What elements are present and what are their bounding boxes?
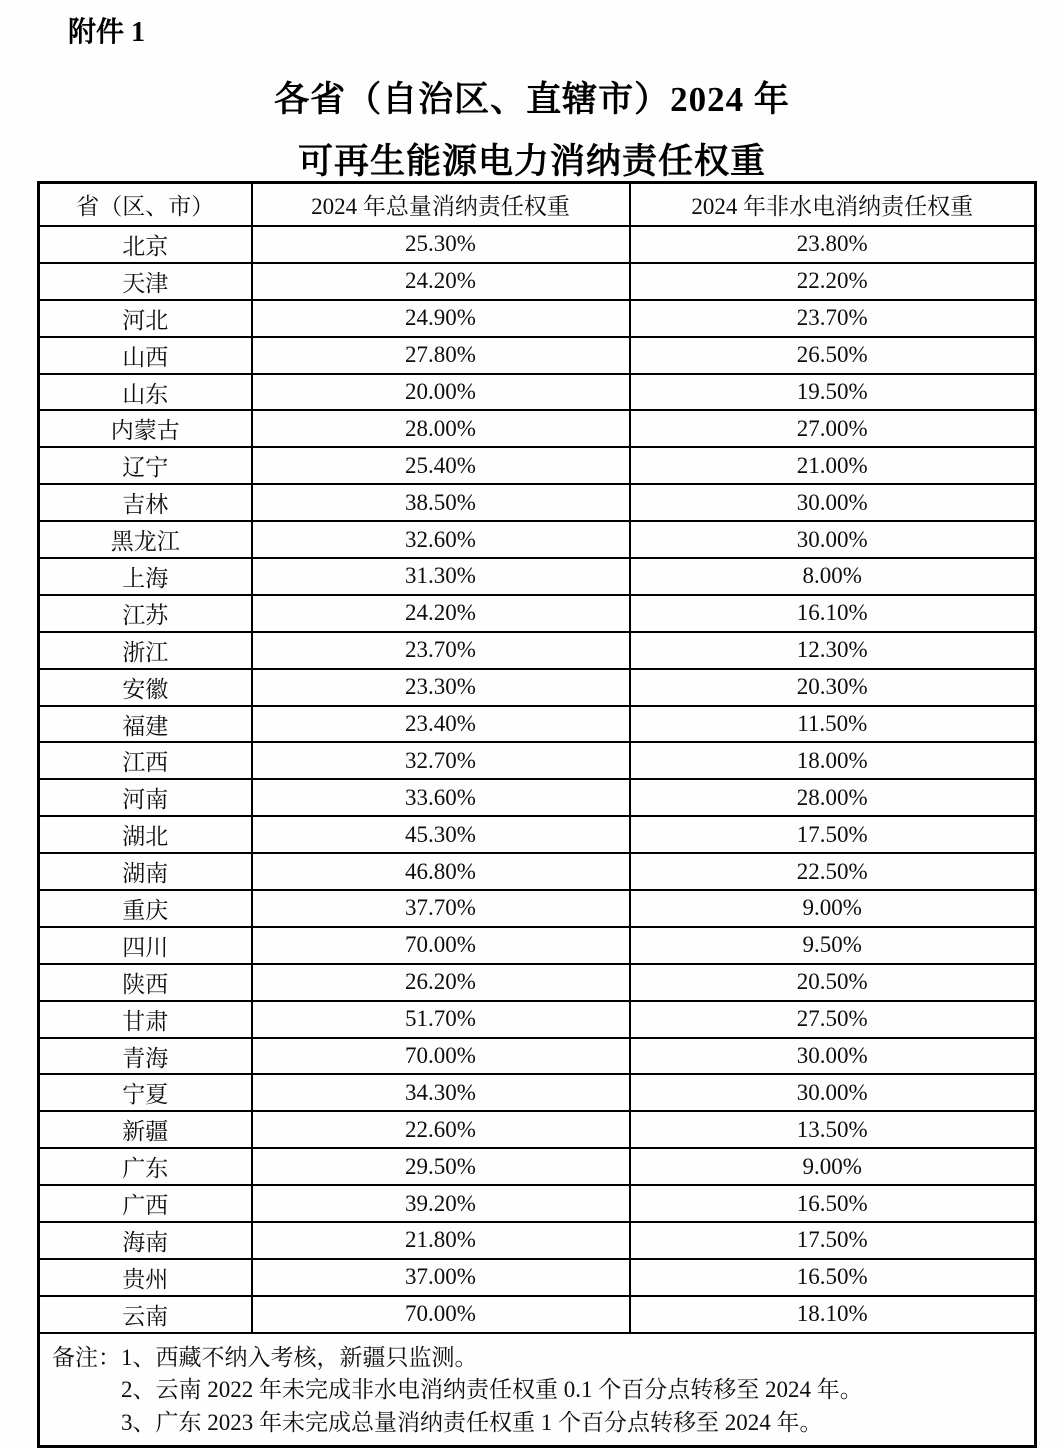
table-row — [39, 1148, 1036, 1185]
province-cell: 辽宁 — [39, 447, 252, 484]
attachment-label: 附件 1 — [68, 17, 146, 48]
total-weight-cell: 22.60% — [252, 1111, 630, 1148]
non-hydro-weight-cell: 9.00% — [630, 1148, 1036, 1185]
table-row — [39, 1074, 1036, 1111]
province-cell: 河北 — [39, 300, 252, 337]
table-row — [39, 1296, 1036, 1333]
total-weight-cell: 37.00% — [252, 1259, 630, 1296]
note-line-2: 2、云南 2022 年未完成非水电消纳责任权重 0.1 个百分点转移至 2024 年。 — [121, 1377, 863, 1403]
notes-cell — [39, 1333, 1036, 1447]
table-row — [39, 669, 1036, 706]
non-hydro-weight-cell: 9.50% — [630, 927, 1036, 964]
note-text-1: 1、西藏不纳入考核，新疆只监测。 — [121, 1344, 478, 1370]
total-weight-cell: 34.30% — [252, 1074, 630, 1111]
table-row — [39, 1111, 1036, 1148]
province-cell: 内蒙古 — [39, 410, 252, 447]
province-cell: 上海 — [39, 558, 252, 595]
total-weight-cell: 27.80% — [252, 337, 630, 374]
non-hydro-weight-cell: 8.00% — [630, 558, 1036, 595]
province-cell: 新疆 — [39, 1111, 252, 1148]
province-cell: 北京 — [39, 226, 252, 263]
table-row — [39, 300, 1036, 337]
province-cell: 江西 — [39, 742, 252, 779]
province-cell: 天津 — [39, 263, 252, 300]
non-hydro-weight-cell: 30.00% — [630, 1074, 1036, 1111]
non-hydro-weight-cell: 12.30% — [630, 632, 1036, 669]
consumption-weights-table — [37, 181, 1037, 1448]
table-row — [39, 410, 1036, 447]
province-cell: 山东 — [39, 374, 252, 411]
non-hydro-weight-cell: 20.50% — [630, 964, 1036, 1001]
total-weight-cell: 24.90% — [252, 300, 630, 337]
province-cell: 广东 — [39, 1148, 252, 1185]
table-row — [39, 816, 1036, 853]
table-row — [39, 374, 1036, 411]
table-row — [39, 742, 1036, 779]
table-row — [39, 521, 1036, 558]
table-row — [39, 1001, 1036, 1038]
non-hydro-weight-cell: 17.50% — [630, 816, 1036, 853]
table-body — [39, 226, 1036, 1333]
province-cell: 福建 — [39, 706, 252, 743]
total-weight-cell: 70.00% — [252, 927, 630, 964]
total-weight-cell: 23.40% — [252, 706, 630, 743]
total-weight-cell: 20.00% — [252, 374, 630, 411]
non-hydro-weight-cell: 9.00% — [630, 890, 1036, 927]
column-header-non-hydro-weight: 2024 年非水电消纳责任权重 — [630, 183, 1036, 227]
table-row — [39, 1185, 1036, 1222]
total-weight-cell: 24.20% — [252, 263, 630, 300]
province-cell: 浙江 — [39, 632, 252, 669]
province-cell: 江苏 — [39, 595, 252, 632]
document-title-line2: 可再生能源电力消纳责任权重 — [297, 142, 766, 181]
province-cell: 湖南 — [39, 853, 252, 890]
province-cell: 贵州 — [39, 1259, 252, 1296]
table-row — [39, 337, 1036, 374]
non-hydro-weight-cell: 28.00% — [630, 779, 1036, 816]
non-hydro-weight-cell: 19.50% — [630, 374, 1036, 411]
total-weight-cell: 70.00% — [252, 1296, 630, 1333]
notes-label: 备注： — [52, 1344, 121, 1370]
province-cell: 陕西 — [39, 964, 252, 1001]
total-weight-cell: 45.30% — [252, 816, 630, 853]
total-weight-cell: 24.20% — [252, 595, 630, 632]
total-weight-cell: 21.80% — [252, 1222, 630, 1259]
total-weight-cell: 46.80% — [252, 853, 630, 890]
total-weight-cell: 70.00% — [252, 1038, 630, 1075]
table-row — [39, 1038, 1036, 1075]
table-header-row — [39, 183, 1036, 227]
non-hydro-weight-cell: 16.50% — [630, 1259, 1036, 1296]
table-row — [39, 927, 1036, 964]
table-row — [39, 263, 1036, 300]
table-row — [39, 706, 1036, 743]
province-cell: 宁夏 — [39, 1074, 252, 1111]
province-cell: 湖北 — [39, 816, 252, 853]
non-hydro-weight-cell: 16.50% — [630, 1185, 1036, 1222]
province-cell: 山西 — [39, 337, 252, 374]
table-row — [39, 1222, 1036, 1259]
province-cell: 青海 — [39, 1038, 252, 1075]
non-hydro-weight-cell: 17.50% — [630, 1222, 1036, 1259]
notes-row — [39, 1333, 1036, 1447]
total-weight-cell: 23.70% — [252, 632, 630, 669]
total-weight-cell: 32.70% — [252, 742, 630, 779]
table-row — [39, 1259, 1036, 1296]
column-header-total-weight: 2024 年总量消纳责任权重 — [252, 183, 630, 227]
non-hydro-weight-cell: 18.10% — [630, 1296, 1036, 1333]
table-row — [39, 595, 1036, 632]
table-row — [39, 632, 1036, 669]
province-cell: 四川 — [39, 927, 252, 964]
total-weight-cell: 33.60% — [252, 779, 630, 816]
province-cell: 河南 — [39, 779, 252, 816]
non-hydro-weight-cell: 30.00% — [630, 484, 1036, 521]
note-line-3: 3、广东 2023 年未完成总量消纳责任权重 1 个百分点转移至 2024 年。 — [121, 1409, 823, 1435]
total-weight-cell: 31.30% — [252, 558, 630, 595]
table-row — [39, 779, 1036, 816]
total-weight-cell: 51.70% — [252, 1001, 630, 1038]
total-weight-cell: 32.60% — [252, 521, 630, 558]
non-hydro-weight-cell: 27.00% — [630, 410, 1036, 447]
total-weight-cell: 26.20% — [252, 964, 630, 1001]
non-hydro-weight-cell: 21.00% — [630, 447, 1036, 484]
column-header-province: 省（区、市） — [39, 183, 252, 227]
non-hydro-weight-cell: 30.00% — [630, 1038, 1036, 1075]
non-hydro-weight-cell: 11.50% — [630, 706, 1036, 743]
note-line-1 — [52, 1342, 1024, 1375]
total-weight-cell: 38.50% — [252, 484, 630, 521]
non-hydro-weight-cell: 23.70% — [630, 300, 1036, 337]
total-weight-cell: 28.00% — [252, 410, 630, 447]
non-hydro-weight-cell: 13.50% — [630, 1111, 1036, 1148]
province-cell: 安徽 — [39, 669, 252, 706]
non-hydro-weight-cell: 30.00% — [630, 521, 1036, 558]
non-hydro-weight-cell: 16.10% — [630, 595, 1036, 632]
table-row — [39, 447, 1036, 484]
total-weight-cell: 23.30% — [252, 669, 630, 706]
table-row — [39, 964, 1036, 1001]
total-weight-cell: 37.70% — [252, 890, 630, 927]
total-weight-cell: 25.40% — [252, 447, 630, 484]
province-cell: 重庆 — [39, 890, 252, 927]
non-hydro-weight-cell: 27.50% — [630, 1001, 1036, 1038]
table-row — [39, 853, 1036, 890]
province-cell: 广西 — [39, 1185, 252, 1222]
non-hydro-weight-cell: 23.80% — [630, 226, 1036, 263]
total-weight-cell: 25.30% — [252, 226, 630, 263]
non-hydro-weight-cell: 22.50% — [630, 853, 1036, 890]
non-hydro-weight-cell: 18.00% — [630, 742, 1036, 779]
total-weight-cell: 39.20% — [252, 1185, 630, 1222]
table-row — [39, 890, 1036, 927]
table-row — [39, 484, 1036, 521]
non-hydro-weight-cell: 26.50% — [630, 337, 1036, 374]
province-cell: 甘肃 — [39, 1001, 252, 1038]
province-cell: 云南 — [39, 1296, 252, 1333]
table-row — [39, 558, 1036, 595]
province-cell: 海南 — [39, 1222, 252, 1259]
non-hydro-weight-cell: 20.30% — [630, 669, 1036, 706]
document-title-line1: 各省（自治区、直辖市）2024 年 — [274, 80, 790, 119]
province-cell: 吉林 — [39, 484, 252, 521]
province-cell: 黑龙江 — [39, 521, 252, 558]
total-weight-cell: 29.50% — [252, 1148, 630, 1185]
non-hydro-weight-cell: 22.20% — [630, 263, 1036, 300]
table-row — [39, 226, 1036, 263]
